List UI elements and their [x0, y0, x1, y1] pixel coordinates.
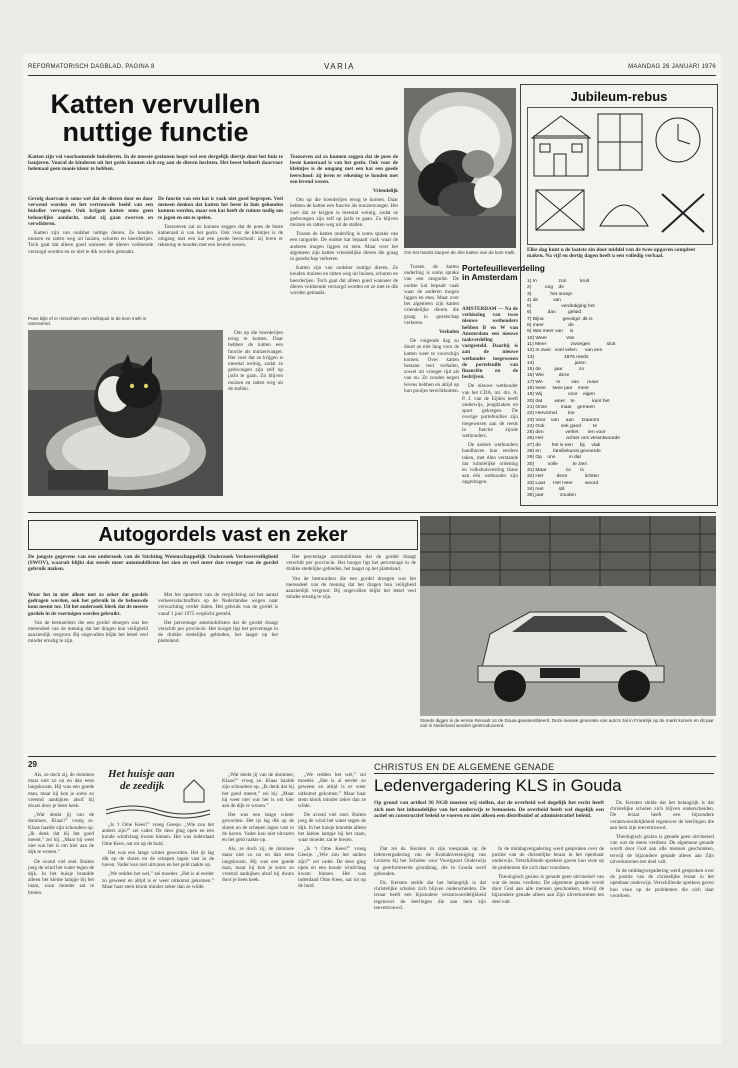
rebus-line: 12) In zwei voel velen van een — [527, 348, 603, 354]
cat-photo-2 — [404, 88, 516, 248]
autogordels-paragraph: Met het opnemen van de verplichting zal het aantal verkeersslachtoffers op de Nederlandse wegen naar verwachting verder dalen. Het gebruik van de gordel is vanaf 1 juni 1975 verplicht gesteld. — [158, 592, 278, 617]
rebus-line: 2) oog de — [527, 285, 564, 291]
rebus-list — [527, 279, 711, 501]
rebus-puzzle-drawing — [527, 107, 713, 245]
rebus-title-text: Jubileum-rebus — [570, 89, 668, 104]
katten-column-5 — [404, 264, 459, 496]
katten-paragraph: Tussen de katten onderling is soms sprake van een rangorde. De oudste kat bepaalt vaak waar de anderen mogen liggen en eten. Maar over het algemeen zijn katten vriendelijke dieren die graag in gezelschap verkeren. — [404, 264, 459, 326]
rebus-line: 34) met stil — [527, 486, 565, 492]
autogordels-column-3 — [286, 554, 416, 752]
katten-headline-line-1: Katten vervullen — [50, 89, 261, 119]
portefeuille-paragraph: De andere wethouders handhaven hun eerdere taken, met dien verstande dat ruimtelijke ordening en volkshuisvesting thans aan één wethouder zijn opgedragen. — [462, 442, 518, 486]
huisje-paragraph: De avond viel snel. Buiten joeg de wind het water tegen de dijk. In het huisje brandde alleen het kleine lampje bij het raam, waar moeder zat te breien. — [298, 812, 366, 844]
rebus-line: 25) den verliet ten voor — [527, 430, 606, 436]
christus-paragraph: Theologisch gezien is genade geen uitvloeisel van wat de mens verdient. De algemene genade wordt door God aan alle mensen geschonken, terwijl de bijzondere genade alleen aan Zijn uitverkorenen ten deel valt. — [492, 873, 604, 905]
christus-paragraph: Dat zei ds. Kersten in zijn toespraak op de ledenvergadering van de Kontaktvereniging van Leraren bij het Scholen voor Voortgezet Onderwijs op gereformeerde grondslag, die in Gouda werd gehouden. — [374, 846, 486, 877]
katten-paragraph: Tussen de katten onderling is soms sprake van een rangorde. De oudste kat bepaalt vaak waar de anderen mogen liggen en eten. Maar over het algemeen zijn katten vriendelijke dieren die graag in gezelschap verkeren. — [290, 231, 398, 263]
katten-lead: Katten zijn vol voorkomende huisdieren. In de meeste gezinnen loopt wel een dergelijk diertje door het huis te banjeren. Vooral de kinderen uit het gezin kunnen zich erg aan de dieren hechten. Het beest behoeft daarvoor helemaal geen mooie kleur te hebben. — [28, 154, 283, 173]
portefeuille-paragraph: AMSTERDAM — Na de verkiezing van twee nieuwe wethouders hebben B en W van Amsterdam een nieuwe taakverdeling vastgesteld. Daarbij is aan de nieuwe wethouder toegewezen de portefeuille van financiën en de bedrijven. — [462, 306, 518, 381]
rebus-line: 30) volle te zien — [527, 461, 588, 467]
katten-column-1 — [28, 196, 153, 314]
rebus-line: 8) meer de — [527, 323, 574, 329]
katten-column-4 — [290, 154, 398, 496]
rebus-line: 16) Wie deze — [527, 373, 570, 379]
rebus-line: 20) dat weer te kunt het — [527, 398, 610, 404]
katten-paragraph: De functie van een kat is vaak niet goed begrepen. Veel mensen denken dat katten het beste in huis gehouden kunnen worden, maar een kat heeft de ruimte nodig om te jagen en om te spelen. — [158, 196, 283, 221]
christus-paragraph: Ds. Kersten stelde dat het belangrijk is dat christelijke scholen zich blijven onderscheiden. De leraar heeft een bijzondere verantwoordelijkheid tegenover de leerlingen die aan hem zijn toevertrouwd. — [374, 880, 486, 911]
newspaper-page — [22, 54, 722, 1044]
katten-headline — [28, 90, 283, 146]
rebus-line: 1) In zon kruit — [527, 279, 590, 284]
katten-subhead-verhalen: Verhalen — [439, 329, 459, 336]
huisje-paragraph: Het was een lange winter geworden. Het ijs lag dik op de sloten en de schepen lagen vast in de haven. Vader kon niet uitvaren en het geld raakte op. — [222, 812, 294, 844]
huisje-column-1 — [28, 772, 94, 1038]
huisje-paragraph: „Wat denkt jij van de dominee, Klaas?” vroeg ze. Klaas haalde zijn schouders op. „Ik denk dat hij het goed meent,” zei hij. „Maar hij weet niet wat het is om hier aan de dijk te wonen.” — [222, 772, 294, 810]
rebus-line: 10) Weer Van — [527, 335, 575, 341]
autogordels-paragraph: Het percentage automobilisten dat de gordel draagt verschilt per provincie. Het hoogst ligt het percentage in de drukke stedelijke gebieden, het laagst op het platteland. — [158, 619, 278, 645]
christus-kicker: CHRISTUS EN DE ALGEMENE GENADE — [374, 762, 555, 772]
car-photo-image — [420, 516, 716, 716]
katten-column-3 — [228, 330, 283, 496]
autogordels-paragraph: Van de bestuurders die een gordel droegen was het merendeel van de mening dat het dragen hun veiligheid aanzienlijk vergroot. Bij ongevallen blijkt het letsel veel minder ernstig te zijn. — [28, 619, 148, 645]
rebus-line: 23) Voor van aan Daarom — [527, 417, 600, 423]
portefeuille-body — [462, 306, 518, 496]
huisje-column-4 — [298, 772, 366, 1038]
christus-article — [372, 760, 716, 1040]
christus-paragraph: Ds. Kersten stelde dat het belangrijk is dat christelijke scholen zich blijven onderscheiden. De leraar heeft een bijzondere verantwoordelijkheid tegenover de leerlingen die aan hem zijn toevertrouwd. — [610, 800, 714, 831]
rebus-line: 29) Op ons in dat — [527, 455, 581, 461]
huisje-logo-line-1: Het huisje aan — [108, 768, 175, 780]
rebus-line: 21) Onze maar gemeen — [527, 404, 595, 410]
huisje-paragraph: „We redden het wel,” zei moeder. „Het is al eerder zo geweest en altijd is er weer uitkomst gekomen.” Maar haar stem klonk minder zeker dan ze wilde. — [102, 871, 214, 890]
katten-paragraph: De volgende dag zo duurt ze niet lang voor de katten weer te voorschijn komen. Over katten bestaan veel verhalen, zowel uit vroeger tijd als van nu. Ze zouden negen levens hebben en altijd op hun pootjes terechtkomen. — [404, 338, 459, 394]
rebus-line: 5) verdediging het — [527, 304, 595, 310]
christus-column-2 — [492, 846, 604, 1038]
huisje-paragraph: Als, ze doch zij, de dominee maar niet zo nu en dan eens langskwam. Hij was een goede man, maar hij kon je soms zo vreemd aankijken alsof hij dwars door je heen keek. — [28, 772, 94, 810]
rebus-line: 6) dan geluid — [527, 310, 582, 316]
rebus-line: 31) Maar zo is — [527, 467, 584, 473]
rebus-line: 26) Het achter ons verantwoorde — [527, 436, 620, 442]
section-title: VARIA — [324, 62, 355, 71]
cat-photo-1-image — [28, 330, 223, 496]
katten-paragraph: Katten zijn van oudsher nuttige dieren. Ze houden muizen en ratten weg uit huizen, schuren en boerderijen. Toch gaat dat alleen goed wanneer de dieren voldoende verzorgd worden en ze niet te dik worden gemaakt. — [28, 230, 153, 255]
section-rule-1 — [28, 512, 716, 513]
rebus-line: 35) jaar zouden — [527, 493, 576, 499]
christus-headline: Ledenvergadering KLS in Gouda — [374, 776, 622, 795]
autogordels-column-2 — [158, 592, 278, 752]
katten-paragraph: Gevolg daarvan is soms wel dat de dieren door en door verwend worden en het vertrouwde beeld van een huisdier vervagen. Ook krijgen katten soms geen behoorlijke aandacht, zodat zij gaan zwerven en verwilderen. — [28, 196, 153, 227]
autogordels-paragraph: Het percentage automobilisten dat de gordel draagt verschilt per provincie. Het hoogst ligt het percentage in de drukke stedelijke gebieden, het laagst op het platteland. — [286, 554, 416, 573]
page-header — [28, 62, 716, 74]
cat-photo-1 — [28, 330, 223, 496]
christus-paragraph: In de middagvergadering werd gesproken over de positie van de christelijke leraar in het openbaar onderwijs. Verschillende sprekers gaven hun visie op de problemen die zich daar voordoen. — [610, 868, 714, 899]
rebus-line: 14) jaren — [527, 360, 586, 366]
rebus-line: 4) de van — [527, 297, 561, 303]
huisje-paragraph: De avond viel snel. Buiten joeg de wind het water tegen de dijk. In het huisje brandde alleen het kleine lampje bij het raam, waar moeder zat te breien. — [28, 858, 94, 896]
autogordels-column-1 — [28, 592, 148, 752]
rebus-line: 33) Laat Het Heer woord — [527, 480, 599, 486]
huisje-column-2 — [102, 822, 214, 1038]
huisje-column-3 — [222, 772, 294, 1038]
section-rule-2 — [28, 756, 716, 757]
cat-photo-2-image — [404, 88, 516, 248]
christus-paragraph: In de middagvergadering werd gesproken over de positie van de christelijke leraar in het openbaar onderwijs. Verschillende sprekers gaven hun visie op de problemen die zich daar voordoen. — [492, 846, 604, 871]
huisje-paragraph: Als, ze doch zij, de dominee maar niet zo nu en dan eens langskwam. Hij was een goede man, maar hij kon je soms zo vreemd aankijken alsof hij dwars door je heen keek. — [222, 846, 294, 884]
huisje-paragraph: „Is ’t Ome Kees?” vroeg Geesje. „Wie zou het anders zijn?” zei vader. De deur ging open en een koude windvlaag kwam binnen. Het was inderdaad Ome Kees, nat tot op de huid. — [298, 846, 366, 890]
rebus-line: 3) het oranje — [527, 291, 573, 297]
car-photo — [420, 516, 716, 716]
rebus-line: 28) en familiekunst gevoerde — [527, 449, 601, 455]
katten-paragraph: Om op die boerderijen terug te komen. Daar hebben de katten een functie als muizenvanger. Het voer dat ze krijgen is meestal weinig, zodat ze gedwongen zijn zelf op jacht te gaan. Zo blijven muizen en ratten weg uit de stallen. — [228, 330, 283, 392]
autogordels-lead: De jongste gegevens van een onderzoek van de Stichting Wetenschappelijk Onderzoek Verkeersveiligheid (SWOV), waaruit blijkt dat steeds meer automobilisten het zien en veel meer dan vroeger van de gordel gebruik maken. — [28, 554, 278, 573]
autogordels-headline: Autogordels vast en zeker — [28, 520, 418, 550]
rebus-instruction: Elke dag kunt u de laatste zin door middel van de twee opgaven compleet maken. Na vijf en dertig dagen heeft u een volledig verhaal. — [527, 247, 696, 260]
katten-paragraph: Toezoeven zal zo kunnen zeggen dat de poes de beste kameraad is van het gezin. Ook voor de kleintjes is de omgang met een kat een goede leerschool: zij leren er rekening te houden met een levend wezen. — [158, 223, 283, 249]
katten-caption-2: Om het hardst slurpen de drie katten van de kom melk. — [404, 250, 516, 255]
rebus-line: 13) 1875 reeds — [527, 354, 589, 360]
portefeuille-headline: Portefeuilleverdeling in Amsterdam — [462, 263, 545, 283]
rebus-line: 32) Het deze lichten — [527, 474, 600, 480]
autogordels-article — [28, 516, 416, 754]
christus-rule — [374, 773, 714, 774]
rebus-line: 17) We In van maar — [527, 379, 599, 385]
katten-paragraph: Toezoeven zal zo kunnen zeggen dat de poes de beste kameraad is van het gezin. Ook voor de kleintjes is de omgang met een kat een goede leerschool: zij leren er rekening te houden met een levend wezen. — [290, 154, 398, 185]
rebus-line: 27) de het is een bij vlak — [527, 442, 601, 448]
autogordels-paragraph: Van de bestuurders die een gordel droegen was het merendeel van de mening dat het dragen hun veiligheid aanzienlijk vergroot. Bij ongevallen blijkt het letsel veel minder ernstig te zijn. — [286, 575, 416, 601]
katten-caption-1: Poes kijkt of er misschien een melkspuit in de kom melk is ontvreemd. — [28, 316, 147, 327]
huisje-logo-line-2: de zeedijk — [120, 780, 165, 792]
rebus-illustration — [528, 108, 712, 244]
jubileum-rebus — [520, 84, 718, 506]
header-rule — [28, 75, 716, 76]
huisje-logo-text — [108, 768, 175, 792]
katten-headline-line-2: nuttige functie — [62, 117, 249, 147]
rebus-line: 22) Hervormd toe — [527, 411, 575, 417]
christus-paragraph: Theologisch gezien is genade geen uitvloeisel van wat de mens verdient. De algemene genade wordt door God aan alle mensen geschonken, terwijl de bijzondere genade alleen aan Zijn uitverkorenen ten deel valt. — [610, 834, 714, 865]
christus-column-3 — [610, 800, 714, 1038]
rebus-line: 18) twee twee jaar meer — [527, 386, 589, 392]
portefeuille-paragraph: De nieuwe wethouder van het CDA, mr. drs. A. P. J. van de Eijden heeft onderwijs, jeugdzaken en sport gekregen. De overige portefeuilles zijn toegewezen aan de reeds in functie zijnde wethouders. — [462, 383, 518, 440]
katten-paragraph: Katten zijn van oudsher nuttige dieren. Ze houden muizen en ratten weg uit huizen, schuren en boerderijen. Toch gaat dat alleen goed wanneer de dieren voldoende verzorgd worden en ze niet te dik worden gemaakt. — [290, 265, 398, 297]
page-date: MAANDAG 26 JANUARI 1976 — [628, 64, 716, 70]
huisje-paragraph: „We redden het wel,” zei moeder. „Het is al eerder zo geweest en altijd is er weer uitkomst gekomen.” Maar haar stem klonk minder zeker dan ze wilde. — [298, 772, 366, 810]
katten-subhead-vriendelijk: Vriendelijk — [373, 188, 398, 195]
rebus-line: 7) Bijna gevolgd dit is — [527, 316, 593, 322]
rebus-line: 24) Ook ook goed te — [527, 423, 598, 429]
huisje-serial — [28, 760, 368, 1040]
huisje-paragraph: „Is ’t Ome Kees?” vroeg Geesje. „Wie zou het anders zijn?” zei vader. De deur ging open en een koude windvlaag kwam binnen. Het was inderdaad Ome Kees, nat tot op de huid. — [102, 822, 214, 847]
christus-column-1 — [374, 846, 486, 1038]
huisje-logo — [102, 762, 214, 818]
huisje-paragraph: „Wat denkt jij van de dominee, Klaas?” vroeg ze. Klaas haalde zijn schouders op. „Ik denk dat hij het goed meent,” zei hij. „Maar hij weet niet wat het is om hier aan de dijk te wonen.” — [28, 812, 94, 856]
rebus-line: 19) Wij voor eigen — [527, 392, 595, 398]
serial-number: 29 — [28, 760, 37, 769]
rebus-title — [521, 89, 717, 104]
rebus-line: 11) Meer zwoegen sluit — [527, 341, 616, 347]
rebus-line: 15) de jaar zo — [527, 367, 585, 373]
autogordels-paragraph: Waar het in niet alleen met zo zeker dat gordels gedragen worden, ook het gebruik in de bebouwde kom neemt toe. Uit het onderzoek bleek dat de meeste gordels in de voertuigen worden gebruikt. — [28, 592, 148, 617]
christus-lead: Op grond van artikel 36 NGB moeten wij stellen, dat de overheid wel degelijk het recht heeft zich met het inhoudelijke van het onderwijs te bemoeien. De overheid heeft wel degelijk een actief en constructief beleid te voeren en niet alleen een distributief of administratief beleid. — [374, 800, 604, 820]
paper-name: REFORMATORISCH DAGBLAD, PAGINA 8 — [28, 64, 155, 70]
huisje-paragraph: Het was een lange winter geworden. Het ijs lag dik op de sloten en de schepen lagen vast in de haven. Vader kon niet uitvaren en het geld raakte op. — [102, 849, 214, 869]
katten-paragraph: Om op die boerderijen terug te komen. Daar hebben de katten een functie als muizenvanger. Het voer dat ze krijgen is meestal weinig, zodat ze gedwongen zijn zelf op jacht te gaan. Zo blijven muizen en ratten weg uit de stallen. — [290, 197, 398, 229]
rebus-line: 9) Wat meer van is — [527, 329, 574, 335]
katten-column-2 — [158, 196, 283, 314]
car-caption: Steeds digger is de eerste Renault 14 de Douai geassembleerd. Deze nieuwe generatie van auto's zal in Frankrijk op de markt komen en dit jaar ook in Nederland worden geïntroduceerd. — [420, 718, 714, 729]
